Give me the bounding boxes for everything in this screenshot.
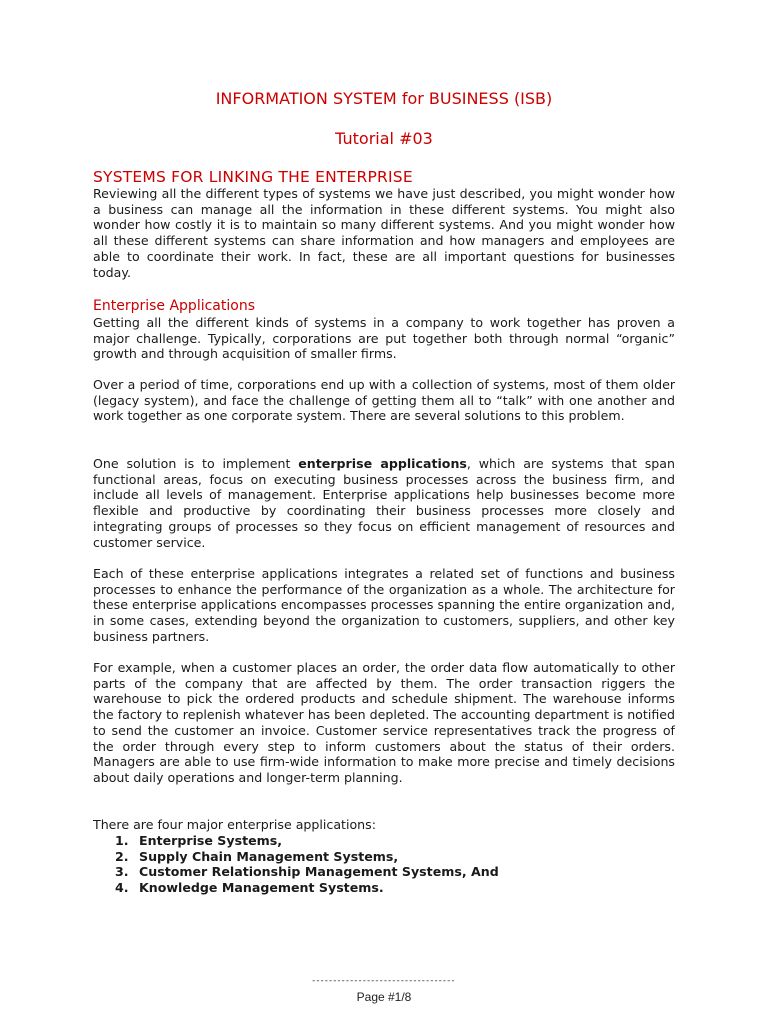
- list-item-text: Supply Chain Management Systems,: [139, 848, 399, 864]
- list-item-text: Customer Relationship Management Systems, And: [139, 864, 499, 880]
- intro-paragraph: Reviewing all the different types of systems we have just described, you might wonder how a business can manage all the information in these different systems. You might also wonder how costly it is to maintain so many different systems. And you might wonder how all these different systems can share information and how managers and employees are able to coordinate their work. In fact, these are all important questions for businesses today.: [93, 186, 675, 280]
- paragraph-solution: [93, 456, 675, 550]
- document-title: INFORMATION SYSTEM for BUSINESS (ISB): [215, 89, 553, 108]
- list-item-text: Knowledge Management Systems.: [139, 880, 384, 896]
- list-item-number: 4.: [115, 880, 129, 896]
- solution-text-before: One solution is to implement: [93, 456, 299, 471]
- section-heading: SYSTEMS FOR LINKING THE ENTERPRISE: [93, 168, 413, 186]
- paragraph-example: For example, when a customer places an order, the order data flow automatically to other parts of the company that are affected by them. The order transaction riggers the warehouse to pick the ordered products and schedule shipment. The warehouse informs the factory to replenish whatever has been depleted. The accounting department is notified to send the customer an invoice. Customer service representatives track the progress of the order through every step to inform customers about the status of their orders. Managers are able to use firm-wide information to make more precise and timely decisions about daily operations and longer-term planning.: [93, 660, 675, 785]
- paragraph-challenge: Getting all the different kinds of systems in a company to work together has proven a major challenge. Typically, corporations are put together both through normal “organic” growth and through acquisition of smaller firms.: [93, 315, 675, 362]
- list-item: [115, 880, 499, 896]
- footer-divider: ----------------------------------: [311, 976, 455, 986]
- page-number: Page #1/8: [356, 990, 412, 1004]
- paragraph-legacy-systems: Over a period of time, corporations end up with a collection of systems, most of them older (legacy system), and face the challenge of getting them all to “talk” with one another and work together as one corporate system. There are several solutions to this problem.: [93, 377, 675, 424]
- list-intro: There are four major enterprise applications:: [93, 817, 376, 832]
- list-item: [115, 849, 499, 865]
- list-item-text: Enterprise Systems,: [139, 833, 283, 848]
- enterprise-applications-term: enterprise applications: [298, 456, 467, 471]
- list-item: [115, 864, 499, 880]
- list-item-number: 2.: [115, 848, 129, 864]
- enterprise-applications-list: [115, 833, 499, 896]
- list-item-number: 3.: [115, 864, 129, 880]
- list-item-number: 1.: [115, 833, 129, 848]
- paragraph-integration: Each of these enterprise applications integrates a related set of functions and business processes to enhance the performance of the organization as a whole. The architecture for these enterprise applications encompasses processes spanning the entire organization and, in some cases, extending beyond the organization to customers, suppliers, and other key business partners.: [93, 566, 675, 644]
- tutorial-number: Tutorial #03: [335, 129, 433, 148]
- solution-text-after: , which are systems that span functional areas, focus on executing business processes across the business firm, and include all levels of management. Enterprise applications help businesses become more flexible and productive by coordinating their business processes more closely and integrating groups of processes so they focus on efficient management of resources and customer service.: [93, 456, 675, 550]
- enterprise-applications-heading: Enterprise Applications: [93, 298, 255, 314]
- list-item: [115, 833, 499, 849]
